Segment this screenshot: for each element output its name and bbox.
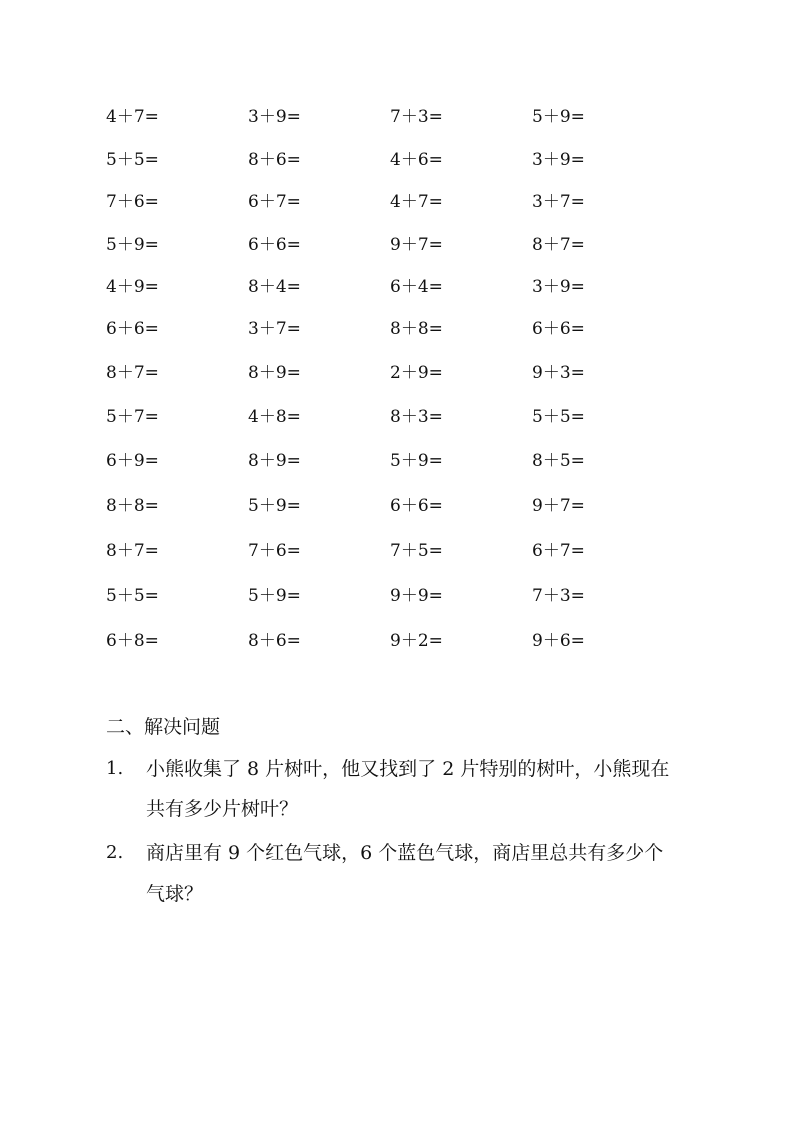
section-title: 二、解决问题 [106,716,221,738]
problem-number: 2. [106,842,124,863]
problem-text-line: 商店里有 9 个红色气球，6 个蓝色气球，商店里总共有多少个 [146,842,664,864]
equation: 8＋7= [106,541,159,561]
equation: 7＋3= [390,107,443,127]
equation: 8＋7= [106,363,159,383]
equation: 6＋6= [390,496,443,516]
equation: 4＋6= [390,150,443,170]
equation: 5＋9= [390,451,443,471]
equation: 6＋7= [532,541,585,561]
equation: 9＋2= [390,631,443,651]
equation: 8＋5= [532,451,585,471]
equation: 5＋9= [248,586,301,606]
equation: 5＋5= [106,586,159,606]
equation: 6＋4= [390,277,443,297]
equation: 6＋6= [532,319,585,339]
equation: 5＋9= [248,496,301,516]
equation: 7＋5= [390,541,443,561]
equation: 6＋7= [248,192,301,212]
equation: 9＋3= [532,363,585,383]
equation: 5＋7= [106,407,159,427]
equation: 8＋8= [390,319,443,339]
equation: 3＋7= [248,319,301,339]
equation: 7＋6= [106,192,159,212]
equation: 3＋9= [248,107,301,127]
equation: 8＋6= [248,150,301,170]
equation: 7＋6= [248,541,301,561]
equation: 9＋9= [390,586,443,606]
equation: 5＋9= [106,235,159,255]
equation: 8＋3= [390,407,443,427]
equation: 9＋7= [532,496,585,516]
equation: 8＋8= [106,496,159,516]
problem-number: 1. [106,758,124,779]
equation: 5＋5= [106,150,159,170]
equation: 4＋7= [390,192,443,212]
equation: 3＋7= [532,192,585,212]
equation: 3＋9= [532,277,585,297]
equation: 6＋8= [106,631,159,651]
equation: 9＋7= [390,235,443,255]
problem-text-line: 小熊收集了 8 片树叶，他又找到了 2 片特别的树叶，小熊现在 [146,758,670,780]
equation: 8＋9= [248,363,301,383]
equation: 4＋9= [106,277,159,297]
equation: 2＋9= [390,363,443,383]
equation: 9＋6= [532,631,585,651]
equation: 7＋3= [532,586,585,606]
equation: 6＋6= [106,319,159,339]
equation: 6＋9= [106,451,159,471]
equation: 8＋6= [248,631,301,651]
equation: 8＋7= [532,235,585,255]
problem-text-line: 气球？ [146,883,204,905]
equation: 3＋9= [532,150,585,170]
equation: 8＋4= [248,277,301,297]
equation: 8＋9= [248,451,301,471]
equation: 5＋9= [532,107,585,127]
equation: 4＋7= [106,107,159,127]
equation: 5＋5= [532,407,585,427]
equation: 4＋8= [248,407,301,427]
problem-text-line: 共有多少片树叶？ [146,798,299,820]
equation: 6＋6= [248,235,301,255]
